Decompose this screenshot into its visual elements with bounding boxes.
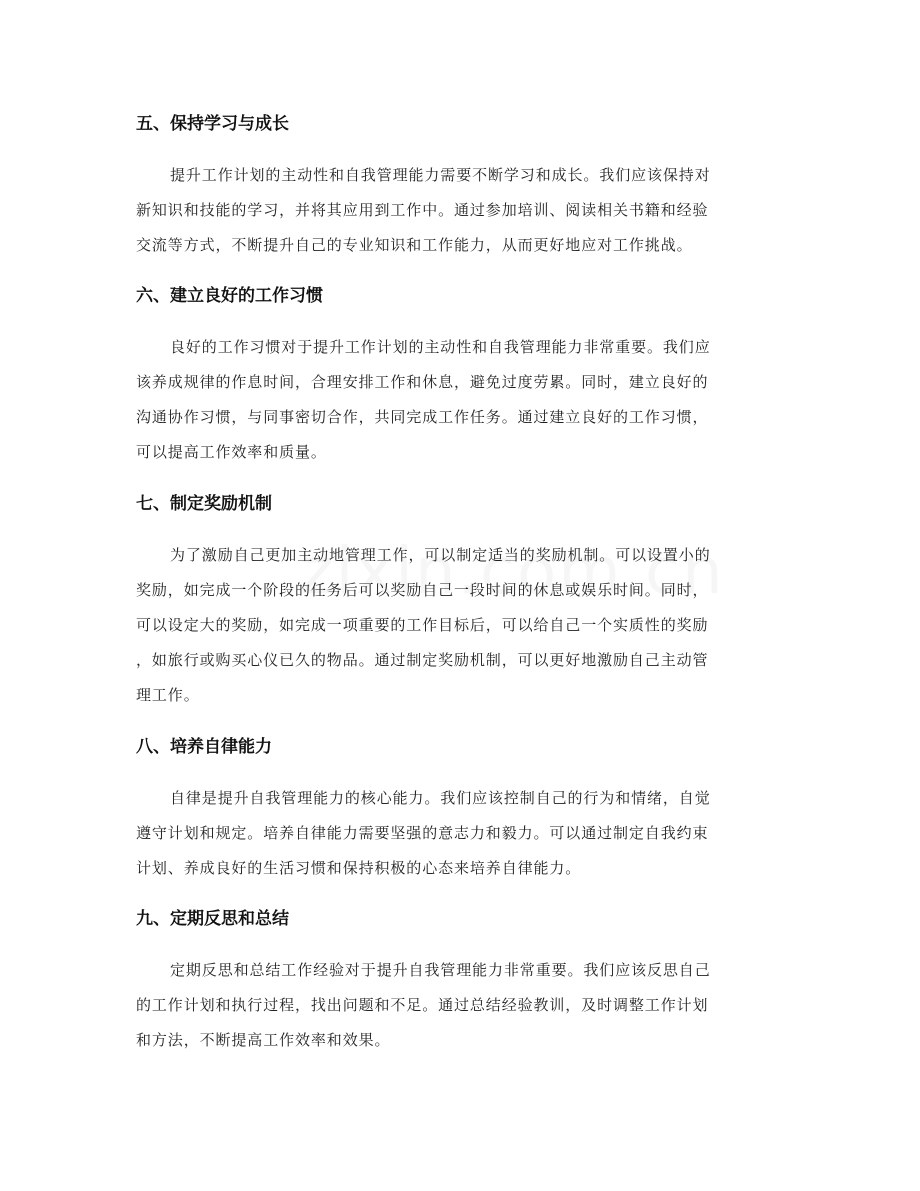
paragraph-line: 为了激励自己更加主动地管理工作，可以制定适当的奖励机制。可以设置小的 xyxy=(170,546,711,564)
section-heading: 六、建立良好的工作习惯 xyxy=(136,286,323,306)
paragraph-line: ，如旅行或购买心仪已久的物品。通过制定奖励机制，可以更好地激励自己主动管 xyxy=(136,651,709,669)
section-reward-mechanism xyxy=(136,492,784,713)
paragraph-line: 新知识和技能的学习，并将其应用到工作中。通过参加培训、阅读相关书籍和经验 xyxy=(136,201,709,219)
paragraph-line: 可以设定大的奖励，如完成一项重要的工作目标后，可以给自己一个实质性的奖励 xyxy=(136,616,709,634)
paragraph-line: 良好的工作习惯对于提升工作计划的主动性和自我管理能力非常重要。我们应 xyxy=(170,338,711,356)
section-work-habits xyxy=(136,284,784,470)
paragraph-line: 和方法，不断提高工作效率和效果。 xyxy=(136,1031,391,1049)
section-learning-growth xyxy=(136,112,784,263)
section-heading: 七、制定奖励机制 xyxy=(136,494,272,514)
paragraph-line: 遵守计划和规定。培养自律能力需要坚强的意志力和毅力。可以通过制定自我约束 xyxy=(136,824,709,842)
paragraph-line: 提升工作计划的主动性和自我管理能力需要不断学习和成长。我们应该保持对 xyxy=(170,166,711,184)
paragraph-line: 奖励，如完成一个阶段的任务后可以奖励自己一段时间的休息或娱乐时间。同时， xyxy=(136,581,709,599)
section-heading: 九、定期反思和总结 xyxy=(136,909,289,929)
paragraph-line: 该养成规律的作息时间，合理安排工作和休息，避免过度劳累。同时，建立良好的 xyxy=(136,373,709,391)
paragraph-line: 自律是提升自我管理能力的核心能力。我们应该控制自己的行为和情绪，自觉 xyxy=(170,789,711,807)
paragraph-line: 定期反思和总结工作经验对于提升自我管理能力非常重要。我们应该反思自己 xyxy=(170,961,711,979)
section-paragraph xyxy=(136,330,784,470)
section-paragraph xyxy=(136,538,784,713)
section-heading: 五、保持学习与成长 xyxy=(136,114,289,134)
paragraph-line: 交流等方式，不断提升自己的专业知识和工作能力，从而更好地应对工作挑战。 xyxy=(136,236,693,254)
section-reflection-summary xyxy=(136,907,784,1058)
paragraph-line: 沟通协作习惯，与同事密切合作，共同完成工作任务。通过建立良好的工作习惯， xyxy=(136,408,709,426)
section-self-discipline xyxy=(136,735,784,886)
paragraph-line: 计划、养成良好的生活习惯和保持积极的心态来培养自律能力。 xyxy=(136,859,582,877)
section-paragraph xyxy=(136,158,784,263)
paragraph-line: 的工作计划和执行过程，找出问题和不足。通过总结经验教训，及时调整工作计划 xyxy=(136,996,709,1014)
section-heading: 八、培养自律能力 xyxy=(136,737,272,757)
section-paragraph xyxy=(136,781,784,886)
paragraph-line: 可以提高工作效率和质量。 xyxy=(136,443,327,461)
paragraph-line: 理工作。 xyxy=(136,686,200,704)
section-paragraph xyxy=(136,953,784,1058)
